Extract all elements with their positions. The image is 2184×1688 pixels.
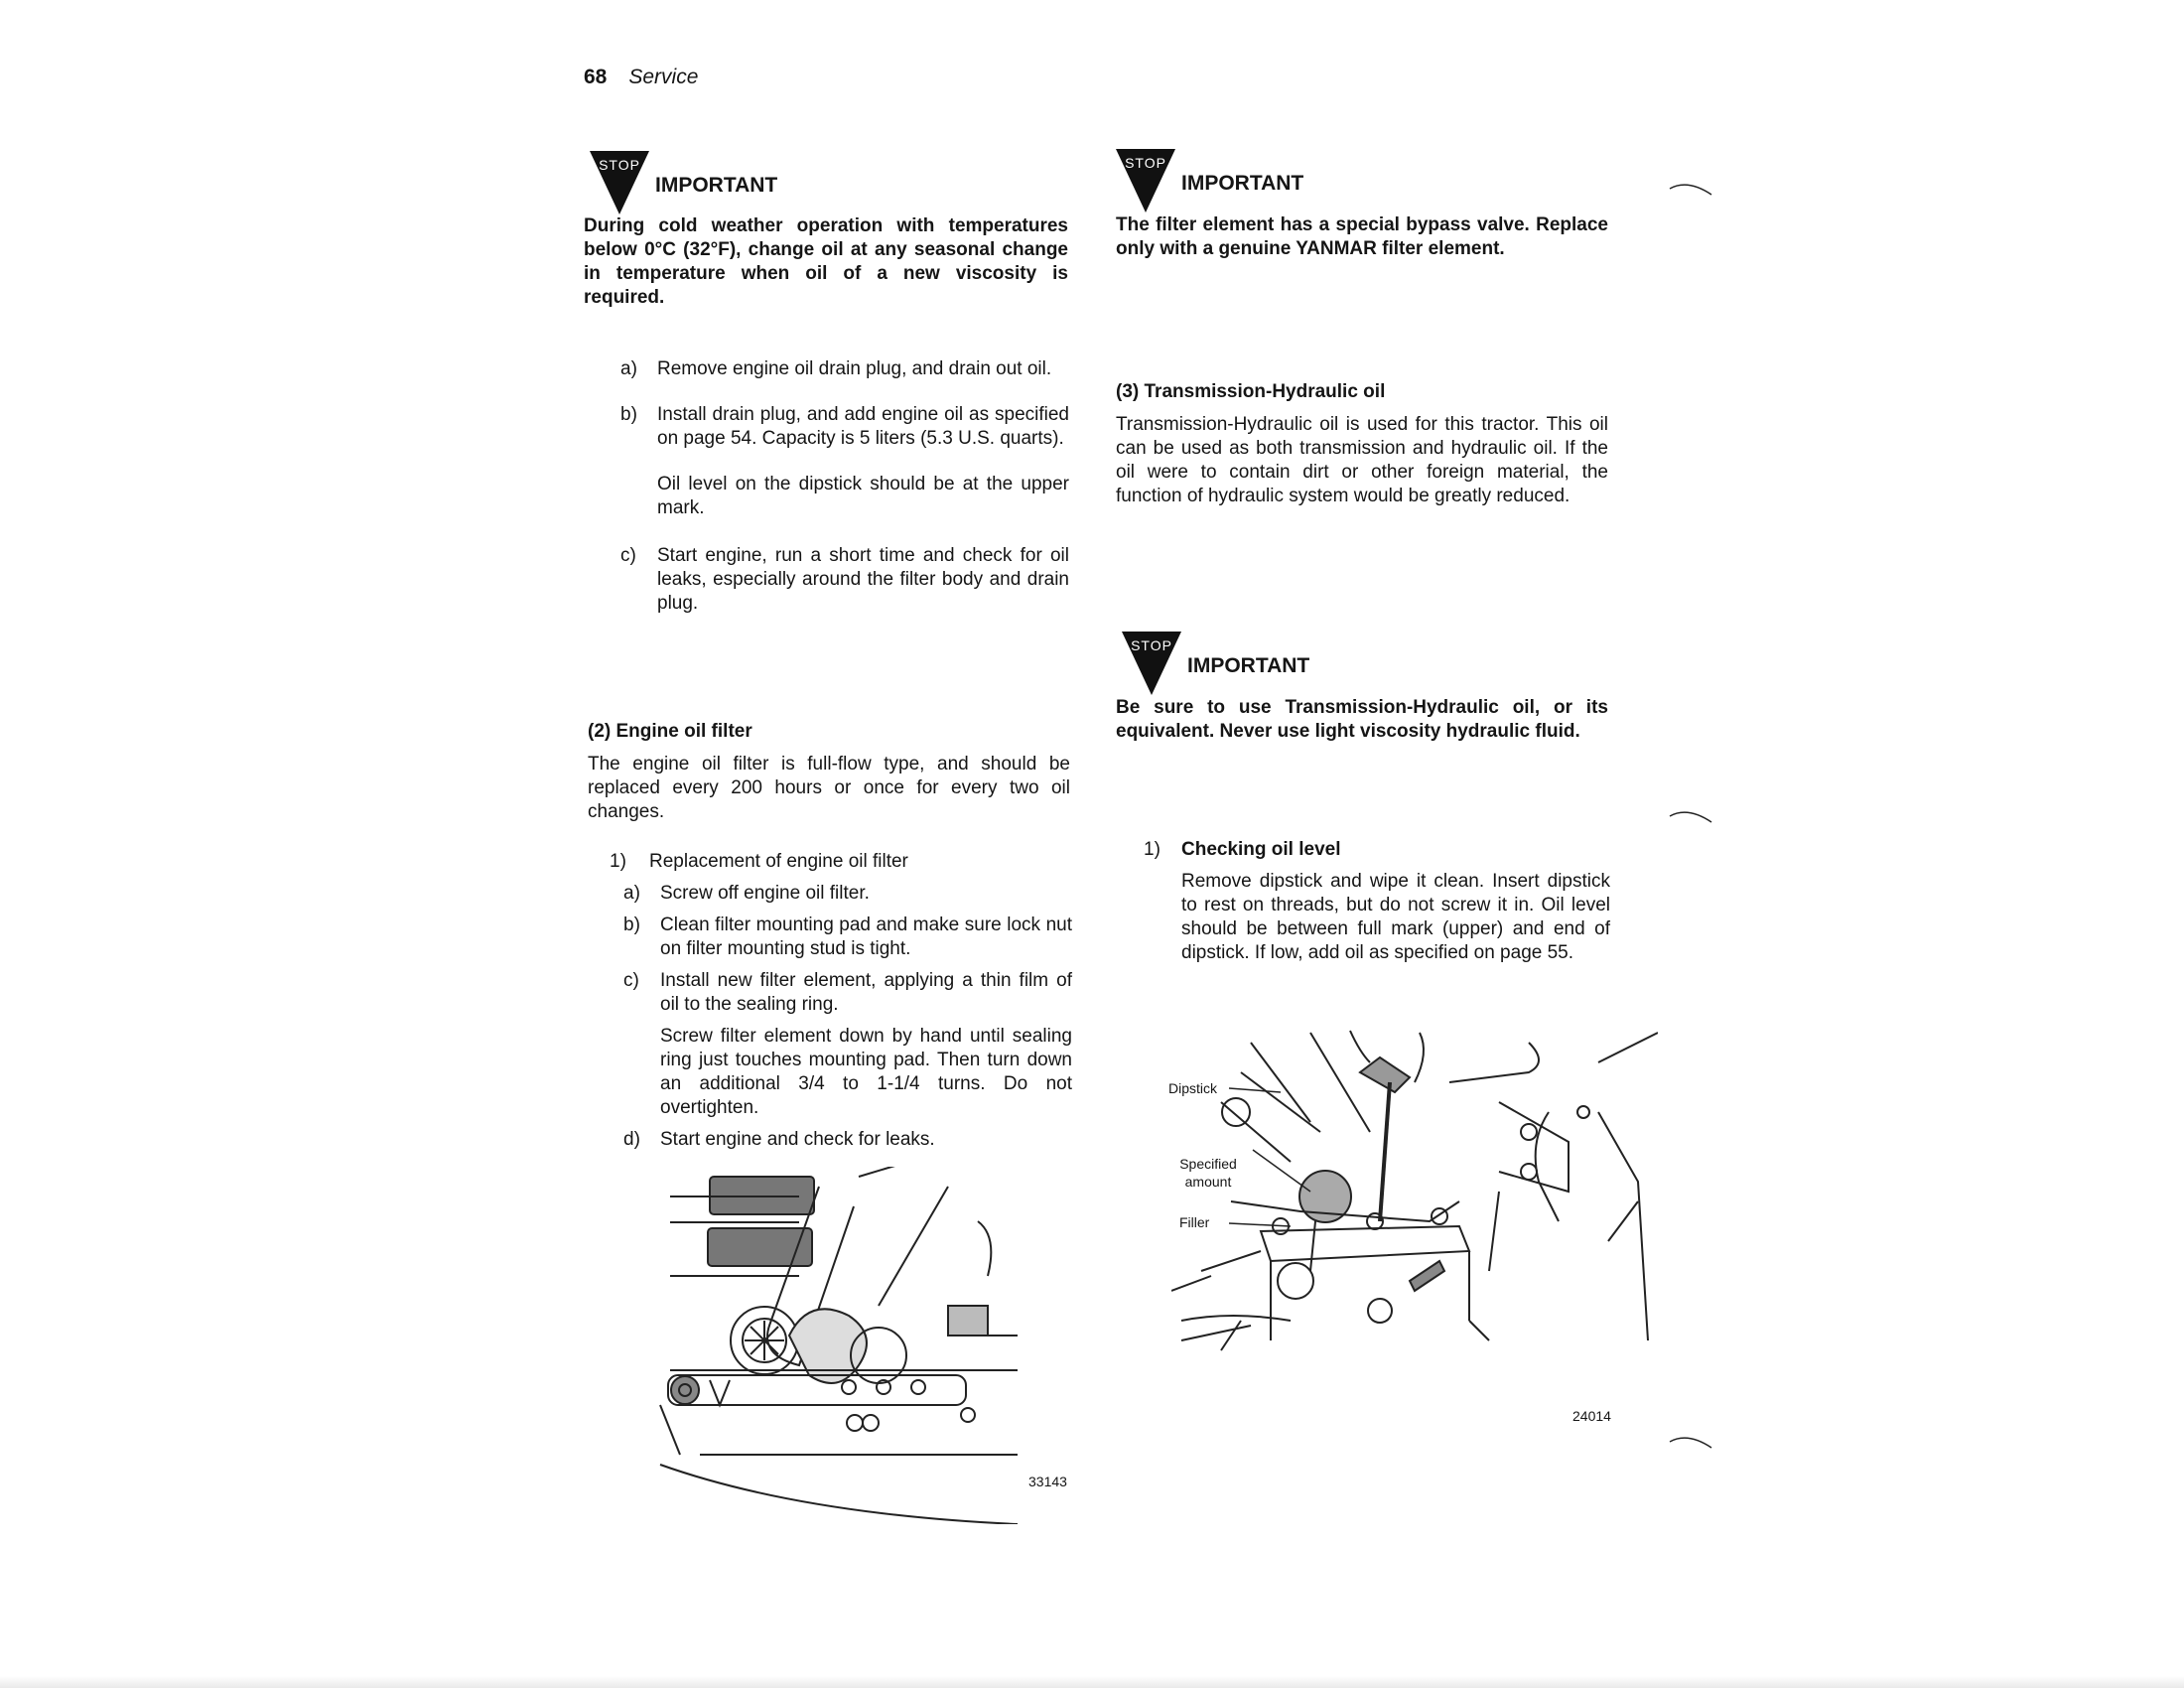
figure-number-right: 24014 [1572,1408,1611,1424]
filter-steps [623,882,1072,1152]
important-block-left [588,149,777,216]
stop-sign-icon: STOP [588,149,651,216]
label-dipstick: Dipstick [1168,1080,1218,1096]
transmission-text: Transmission-Hydraulic oil is used for this tractor. This oil can be used as both transmission and hydraulic oil. If the oil were to contain dirt or other foreign material, the function of hydraulic system would be greatly reduced. [1116,414,1608,506]
page-header [584,66,698,89]
list-item: Screw filter element down by hand until sealing ring just touches mounting pad. Then turn down an additional 3/4 to 1-1/4 turns. Do not overtighten. [660,1026,1072,1118]
list-item: Oil level on the dipstick should be at the upper mark. [657,474,1069,518]
important-block-right-1 [1114,147,1303,214]
margin-mark-icon [1668,1432,1717,1452]
margin-mark-icon [1668,179,1717,199]
list-item: b) Clean filter mounting pad and make sure lock nut on filter mounting stud is tight. [623,914,1072,959]
important-label: IMPORTANT [655,174,778,197]
list-item: a) Screw off engine oil filter. [623,883,870,904]
list-item: a) Remove engine oil drain plug, and drain out oil. [620,358,1052,379]
drain-steps [620,357,1069,616]
list-item: c) Install new filter element, applying a thin film of oil to the sealing ring. [623,970,1072,1015]
section-engine-oil-filter: (2) Engine oil filter [588,721,752,742]
stop-sign-icon: STOP [1114,147,1177,214]
important-text: Be sure to use Transmission-Hydraulic oil, or its equivalent. Never use light viscosity hydraulic fluid. [1116,697,1608,742]
important-text: During cold weather operation with temperatures below 0°C (32°F), change oil at any seasonal change in temperature when oil of a new viscosity is required. [584,215,1068,308]
stop-sign-icon: STOP [1120,630,1183,697]
list-item: d) Start engine and check for leaks. [623,1129,935,1150]
filter-intro: The engine oil filter is full-flow type, and should be replaced every 200 hours or once for every two oil changes. [588,754,1070,822]
figure-number-left: 33143 [1028,1474,1067,1489]
dipstick-illustration [1171,1023,1658,1370]
list-item: b) Install drain plug, and add engine oil as specified on page 54. Capacity is 5 liters (5.3 U.S. quarts). [620,404,1069,449]
label-filler: Filler [1179,1214,1210,1230]
important-label: IMPORTANT [1187,654,1310,677]
checking-oil-level-title: 1) Checking oil level [1144,839,1341,860]
section-title: Service [628,66,699,88]
scan-edge [0,1676,2184,1688]
list-item: c) Start engine, run a short time and check for oil leaks, especially around the filter body and drain plug. [620,545,1069,614]
filter-subsection-title: 1) Replacement of engine oil filter [610,851,908,872]
checking-oil-level-text: Remove dipstick and wipe it clean. Insert dipstick to rest on threads, but do not screw it in. Oil level should be between full mark (upper) and end of dipstick. If low, add oil as specified on page 55. [1181,871,1610,963]
important-text: The filter element has a special bypass valve. Replace only with a genuine YANMAR filter element. [1116,214,1608,259]
page-number: 68 [584,66,608,88]
label-specified-amount: Specified amount [1179,1156,1237,1190]
important-label: IMPORTANT [1181,172,1304,195]
section-transmission-hydraulic-oil: (3) Transmission-Hydraulic oil [1116,381,1386,402]
margin-mark-icon [1668,806,1717,826]
important-block-right-2 [1120,630,1309,697]
engine-oil-filter-illustration [650,1167,1027,1524]
